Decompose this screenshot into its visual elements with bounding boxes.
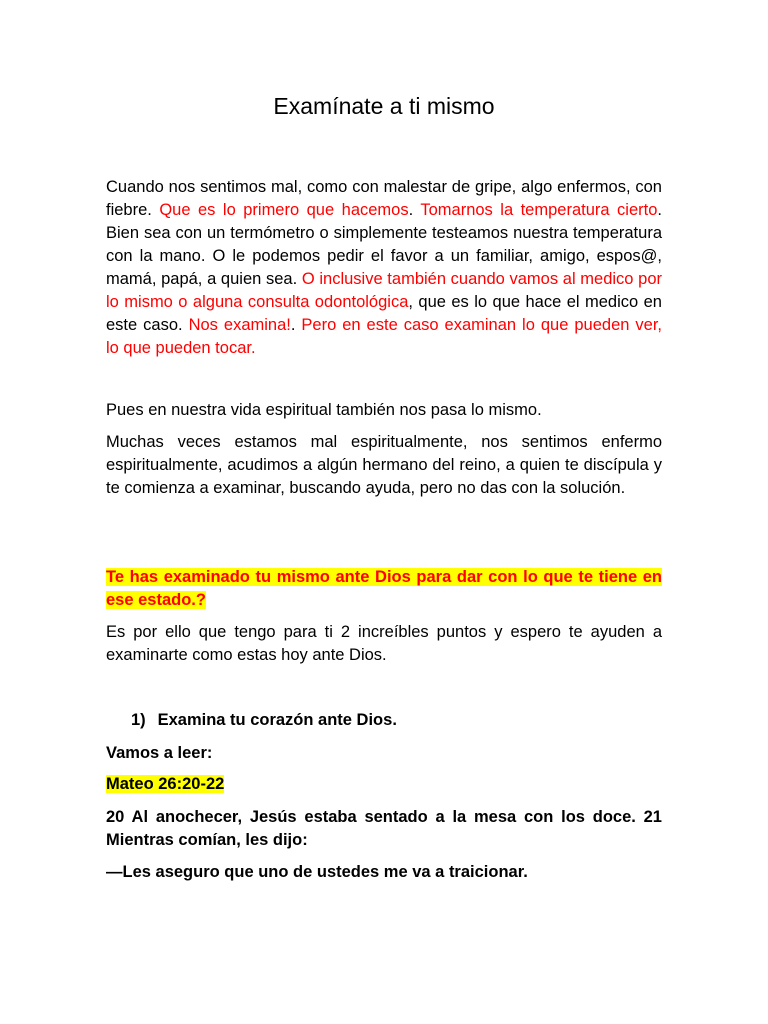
bible-reference: Mateo 26:20-22 [106,775,225,793]
paragraph-reference [106,773,662,796]
list-item-number: 1) [131,711,146,729]
paragraph-verse-20-21: 20 Al anochecer, Jesús estaba sentado a la mesa con los doce. 21 Mientras comían, les dijo: [106,808,662,849]
paragraph-spiritual-life: Pues en nuestra vida espiritual también nos pasa lo mismo. [106,401,542,419]
paragraph-highlight-question [106,566,662,612]
intro-red-question: Que es lo primero que hacemos [159,201,409,219]
paragraph-verse-quote: —Les aseguro que uno de ustedes me va a traicionar. [106,863,528,881]
intro-text-1: Cuando nos sentimos mal, como con malestar de gripe, algo enfermos, con fiebre. [106,178,662,219]
paragraph-intro [106,176,662,360]
intro-text-2: . [408,201,421,219]
paragraph-lets-read: Vamos a leer: [106,744,213,762]
intro-text-5: . [290,316,302,334]
intro-text-3: . Bien sea con un termómetro o simplemente testeamos nuestra temperatura con la mano. O le podemos pedir el favor a un familiar, amigo, espos@, mamá, papá, a quien sea. [106,201,662,288]
intro-text-4: , que es lo que hace el medico en este caso. [106,293,662,334]
intro-red-examina: Nos examina! [188,316,291,334]
list-item-text: Examina tu corazón ante Dios. [157,711,397,729]
intro-red-closing: Pero en este caso examinan lo que pueden ver, lo que pueden tocar. [106,316,662,357]
intro-red-doctor: O inclusive también cuando vamos al medico por lo mismo o alguna consulta odontológica [106,270,663,311]
paragraph-many-times: Muchas veces estamos mal espiritualmente, nos sentimos enfermo espiritualmente, acudimos a algún hermano del reino, a quien te discípula y te comienza a examinar, buscando ayuda, pero no das con la solución. [106,433,662,497]
highlighted-question: Te has examinado tu mismo ante Dios para dar con lo que te tiene en ese estado.? [106,568,662,609]
paragraph-two-points: Es por ello que tengo para ti 2 increíbles puntos y espero te ayuden a examinarte como estas hoy ante Dios. [106,623,662,664]
list-item-1 [131,709,397,732]
intro-red-answer: Tomarnos la temperatura cierto [420,201,658,219]
document-title: Examínate a ti mismo [273,93,495,119]
